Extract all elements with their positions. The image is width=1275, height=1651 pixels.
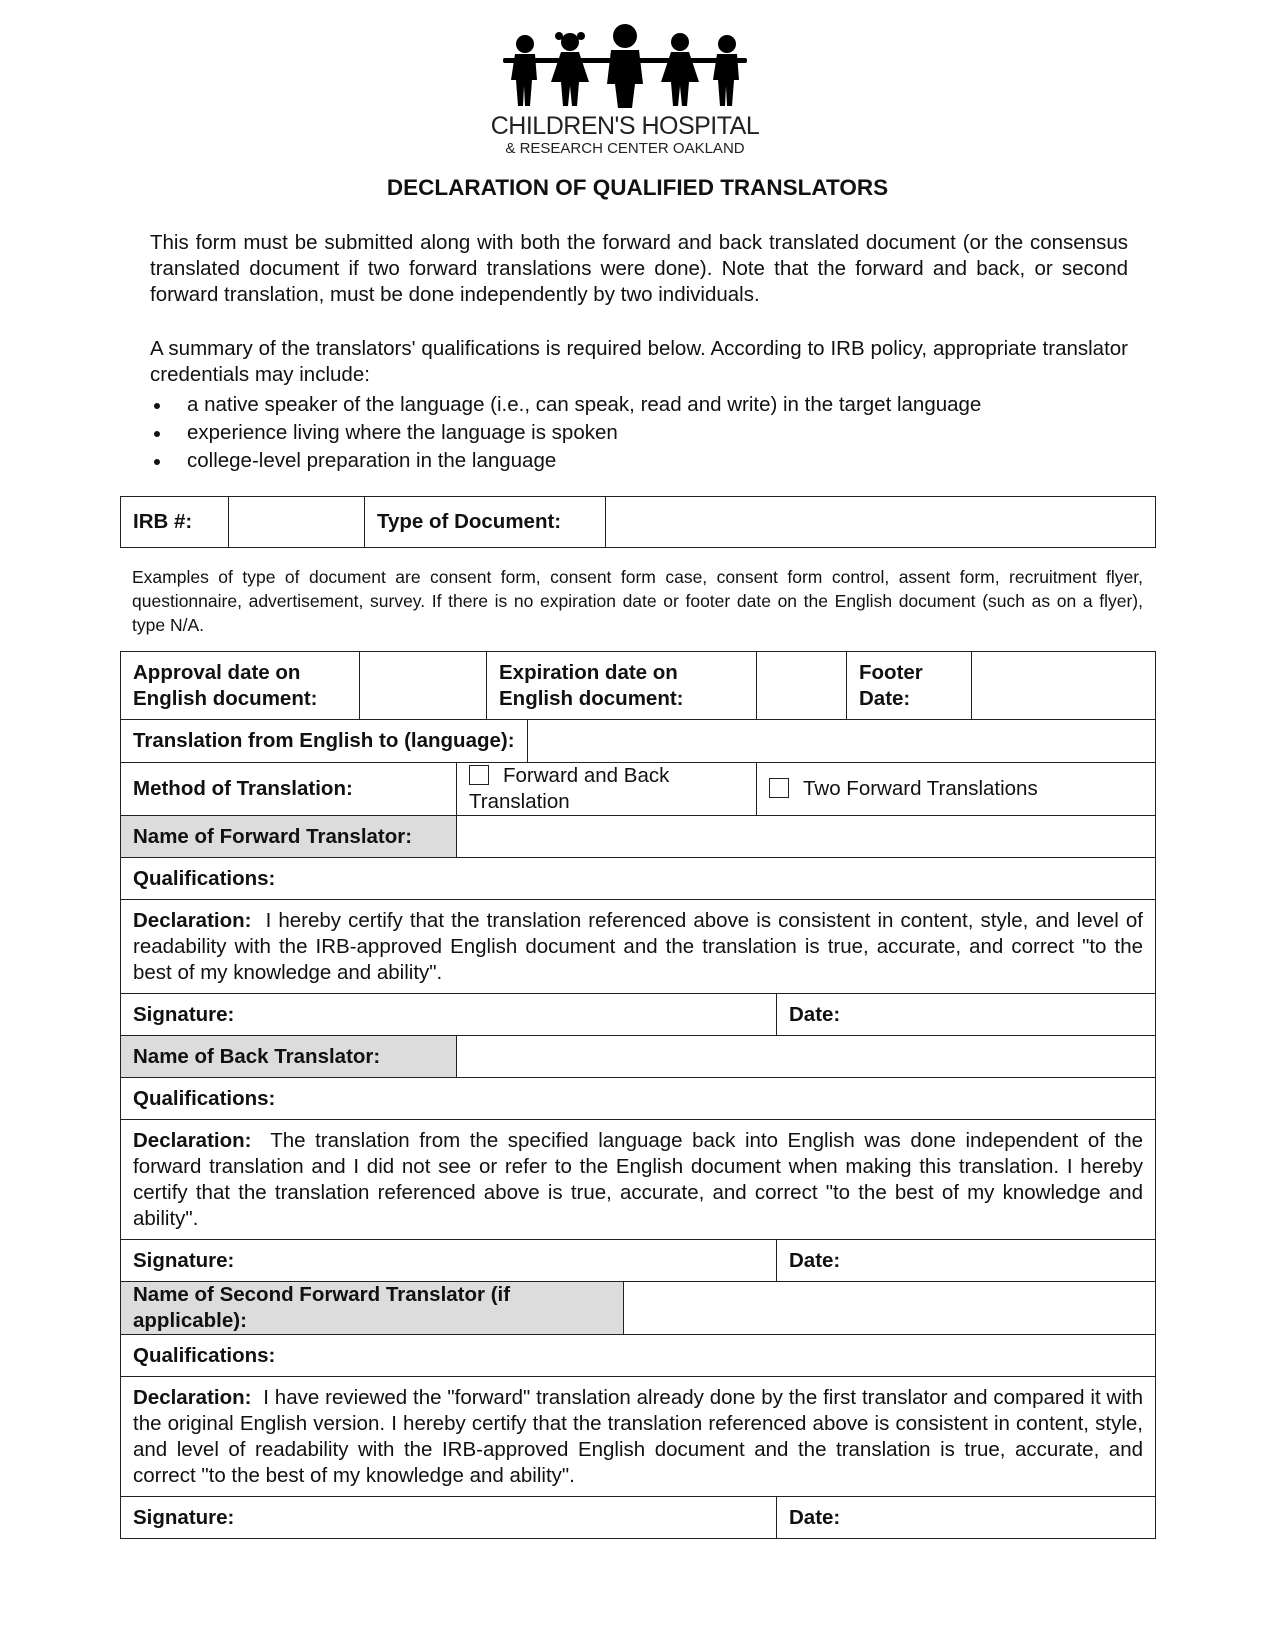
declaration-label: Declaration: bbox=[133, 1385, 252, 1409]
list-item: a native speaker of the language (i.e., can speak, read and write) in the target language bbox=[150, 391, 981, 419]
logo-hospital-subtitle: & RESEARCH CENTER OAKLAND bbox=[505, 140, 745, 157]
back-translator-name-field[interactable] bbox=[457, 1036, 1156, 1078]
approval-date-field[interactable] bbox=[360, 652, 487, 720]
method-of-translation-label: Method of Translation: bbox=[121, 763, 457, 816]
declaration-text: I have reviewed the "forward" translation already done by the first translator and compared it with the original English version. I hereby certify that the translation referenced above is consistent in content, style, and level of readability with the IRB-approved English document and the translation is true, accurate, and correct "to the best of my knowledge and ability". bbox=[133, 1385, 1143, 1487]
forward-translator-qualifications[interactable] bbox=[121, 858, 1156, 900]
declaration-label: Declaration: bbox=[133, 908, 252, 932]
page-title: DECLARATION OF QUALIFIED TRANSLATORS bbox=[386, 175, 889, 200]
back-translator-declaration bbox=[121, 1120, 1156, 1240]
irb-document-table bbox=[120, 496, 1156, 548]
forward-translator-name-label: Name of Forward Translator: bbox=[121, 816, 457, 858]
second-translator-name-label: Name of Second Forward Translator (if applicable): bbox=[121, 1282, 624, 1335]
translator-form-table bbox=[120, 651, 1156, 1539]
qualifications-label: Qualifications: bbox=[133, 1343, 276, 1367]
translation-language-field[interactable] bbox=[528, 720, 1156, 763]
intro-paragraph-1: This form must be submitted along with both the forward and back translated document (or the consensus translated document if two forward translations were done). Note that the forward and back, or second forward translation, must be done independently by two individuals. bbox=[150, 231, 1128, 306]
irb-label: IRB #: bbox=[121, 497, 229, 548]
document-type-label: Type of Document: bbox=[365, 497, 606, 548]
declaration-text: I hereby certify that the translation referenced above is consistent in content, style, and level of readability with the IRB-approved English document and the translation is true, accurate, and correct "to the best of my knowledge and ability". bbox=[133, 908, 1143, 984]
forward-translator-date-field[interactable] bbox=[777, 994, 1156, 1036]
date-label: Date: bbox=[789, 1248, 841, 1272]
expiration-date-label: Expiration date on English document: bbox=[487, 652, 757, 720]
second-translator-qualifications[interactable] bbox=[121, 1335, 1156, 1377]
second-translator-signature-field[interactable] bbox=[121, 1497, 777, 1539]
second-translator-declaration bbox=[121, 1377, 1156, 1497]
date-label: Date: bbox=[789, 1002, 841, 1026]
forward-translator-name-field[interactable] bbox=[457, 816, 1156, 858]
method-option-forward-back-label: Forward and Back Translation bbox=[469, 764, 670, 813]
list-item: experience living where the language is spoken bbox=[150, 419, 981, 447]
credentials-list bbox=[150, 391, 981, 475]
signature-label: Signature: bbox=[133, 1002, 235, 1026]
back-translator-name-label: Name of Back Translator: bbox=[121, 1036, 457, 1078]
back-translator-signature-field[interactable] bbox=[121, 1240, 777, 1282]
hospital-logo bbox=[475, 22, 775, 162]
declaration-text: The translation from the specified language back into English was done independent of the forward translation and I did not see or refer to the English document when making this translation. I hereby certify that the translation referenced above is true, accurate, and correct "to the best of my knowledge and ability". bbox=[133, 1128, 1143, 1230]
logo-hospital-name: CHILDREN'S HOSPITAL bbox=[490, 112, 760, 140]
method-option-forward-back[interactable] bbox=[457, 763, 757, 816]
translation-language-label: Translation from English to (language): bbox=[121, 720, 528, 763]
method-option-two-forward-label: Two Forward Translations bbox=[803, 777, 1038, 800]
back-translator-qualifications[interactable] bbox=[121, 1078, 1156, 1120]
forward-translator-declaration bbox=[121, 900, 1156, 994]
checkbox-two-forward[interactable] bbox=[769, 778, 789, 798]
signature-label: Signature: bbox=[133, 1248, 235, 1272]
method-option-two-forward[interactable] bbox=[757, 763, 1156, 816]
intro-paragraph-2: A summary of the translators' qualifications is required below. According to IRB policy, appropriate translator credentials may include: bbox=[150, 337, 1128, 386]
document-type-field[interactable] bbox=[606, 497, 1156, 548]
forward-translator-signature-field[interactable] bbox=[121, 994, 777, 1036]
second-translator-name-field[interactable] bbox=[624, 1282, 1156, 1335]
expiration-date-field[interactable] bbox=[757, 652, 847, 720]
second-translator-date-field[interactable] bbox=[777, 1497, 1156, 1539]
footer-date-field[interactable] bbox=[972, 652, 1156, 720]
footer-date-label: Footer Date: bbox=[847, 652, 972, 720]
document-type-examples: Examples of type of document are consent form, consent form case, consent form control, assent form, recruitment flyer, questionnaire, advertisement, survey. If there is no expiration date or footer date on the English document (such as on a flyer), type N/A. bbox=[132, 567, 1143, 635]
approval-date-label: Approval date on English document: bbox=[121, 652, 360, 720]
irb-number-field[interactable] bbox=[229, 497, 365, 548]
checkbox-forward-back[interactable] bbox=[469, 765, 489, 785]
qualifications-label: Qualifications: bbox=[133, 1086, 276, 1110]
declaration-label: Declaration: bbox=[133, 1128, 252, 1152]
list-item: college-level preparation in the language bbox=[150, 447, 981, 475]
back-translator-date-field[interactable] bbox=[777, 1240, 1156, 1282]
children-holding-hands-icon bbox=[495, 22, 755, 110]
qualifications-label: Qualifications: bbox=[133, 866, 276, 890]
signature-label: Signature: bbox=[133, 1505, 235, 1529]
date-label: Date: bbox=[789, 1505, 841, 1529]
